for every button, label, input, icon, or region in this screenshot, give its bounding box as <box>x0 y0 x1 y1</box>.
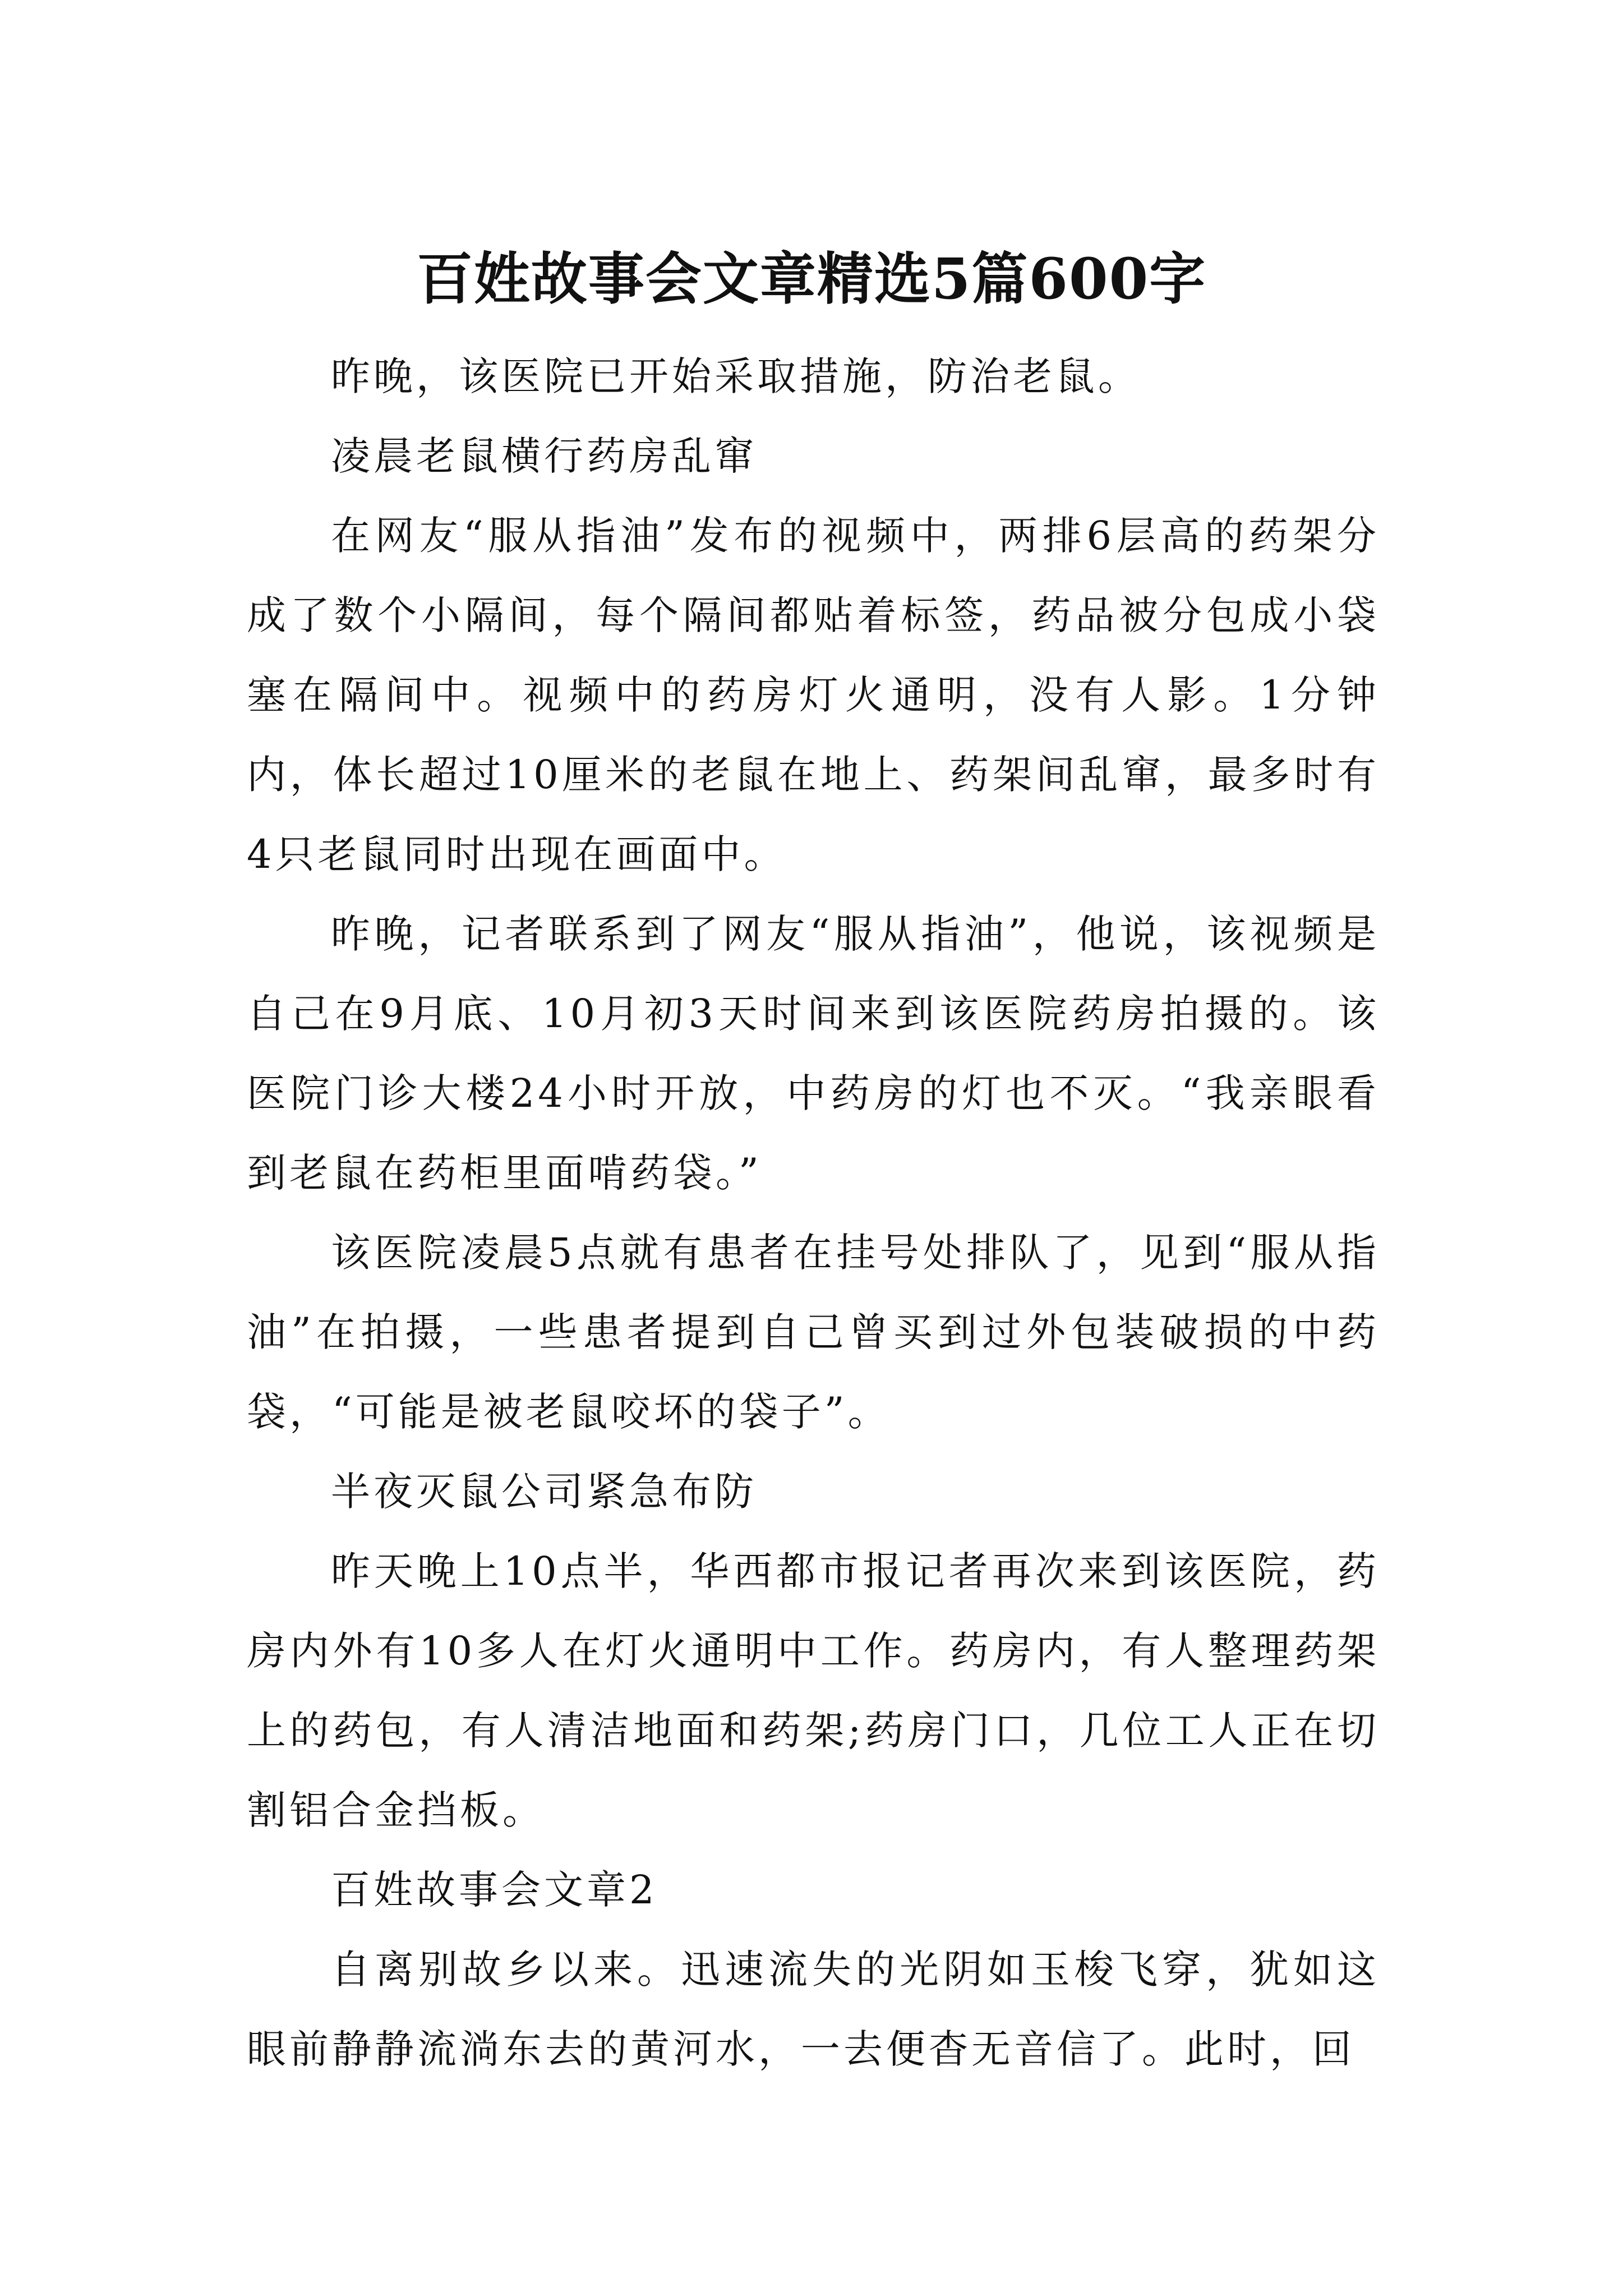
section-heading: 半夜灭鼠公司紧急布防 <box>331 1469 757 1515</box>
paragraph: 自离别故乡以来。迅速流失的光阴如玉梭飞穿，犹如这眼前静静流淌东去的黄河水，一去便杳无音信了。此时，回 <box>247 1947 1380 2072</box>
section-heading: 百姓故事会文章2 <box>331 1867 658 1913</box>
paragraph: 该医院凌晨5点就有患者在挂号处排队了，见到“服从指油”在拍摄，一些患者提到自己曾买到过外包装破损的中药袋，“可能是被老鼠咬坏的袋子”。 <box>247 1230 1380 1435</box>
paragraph: 昨晚，记者联系到了网友“服从指油”，他说，该视频是自己在9月底、10月初3天时间来到该医院药房拍摄的。该医院门诊大楼24小时开放，中药房的灯也不灭。“我亲眼看到老鼠在药柜里面啃药袋。” <box>247 911 1380 1196</box>
paragraph: 昨晚，该医院已开始采取措施，防治老鼠。 <box>331 353 1141 399</box>
paragraph: 在网友“服从指油”发布的视频中，两排6层高的药架分成了数个小隔间，每个隔间都贴着标签，药品被分包成小袋塞在隔间中。视频中的药房灯火通明，没有人影。1分钟内，体长超过10厘米的老鼠在地上、药架间乱窜，最多时有4只老鼠同时出现在画面中。 <box>247 513 1380 877</box>
document-title: 百姓故事会文章精选5篇600字 <box>416 246 1207 312</box>
section-heading: 凌晨老鼠横行药房乱窜 <box>331 433 757 479</box>
document-body <box>247 337 1380 2089</box>
paragraph: 昨天晚上10点半，华西都市报记者再次来到该医院，药房内外有10多人在灯火通明中工作。药房内，有人整理药架上的药包，有人清洁地面和药架;药房门口，几位工人正在切割铝合金挡板。 <box>247 1548 1380 1833</box>
